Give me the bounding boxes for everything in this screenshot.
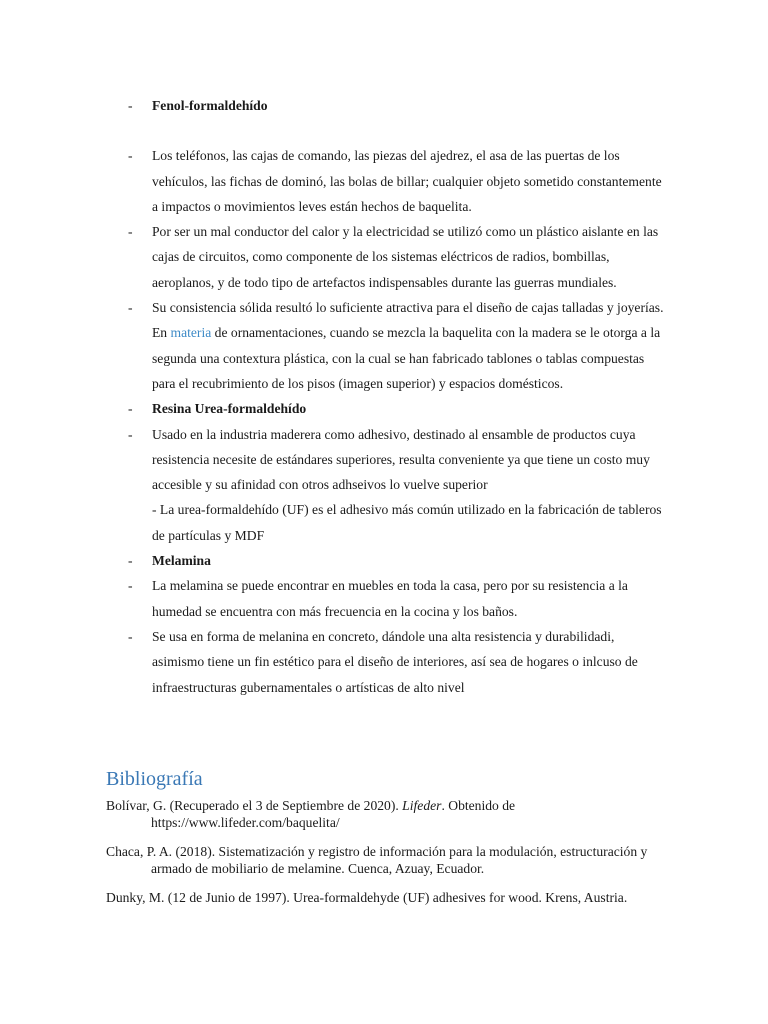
list-item	[0, 219, 768, 295]
reference-entry	[106, 797, 666, 831]
item-text: Su consistencia sólida resultó lo suficiente atractiva para el diseño de cajas talladas y joyerías. En	[152, 300, 664, 341]
urea-heading: Resina Urea-formaldehído	[152, 401, 307, 417]
ref-text: . Obtenido de https://www.lifeder.com/baquelita/	[151, 798, 516, 830]
list-item	[0, 624, 768, 700]
bullet-dash: -	[128, 628, 133, 644]
list-item	[0, 548, 768, 573]
bullet-dash: -	[128, 224, 133, 240]
materia-link[interactable]: materia	[170, 325, 212, 341]
list-item	[0, 93, 768, 118]
item-text: - La urea-formaldehído (UF) es el adhesivo más común utilizado en la fabricación de tableros de partículas y MDF	[152, 502, 662, 543]
item-text: Los teléfonos, las cajas de comando, las piezas del ajedrez, el asa de las puertas de los vehículos, las fichas de dominó, las bolas de billar; cualquier objeto sometido constantemente a impactos o movimientos leves están hechos de baquelita.	[152, 148, 662, 214]
item-text: de ornamentaciones, cuando se mezcla la baquelita con la madera se le otorga a la segunda una contextura plástica, con la cual se han fabricado tablones o tablas compuestas para el recubrimiento de los pisos (imagen superior) y espacios domésticos.	[152, 325, 661, 391]
list-item	[0, 295, 768, 396]
bullet-dash: -	[128, 98, 133, 113]
fenol-heading: Fenol-formaldehído	[152, 98, 268, 113]
ref-text: Bolívar, G. (Recuperado el 3 de Septiembre de 2020).	[106, 798, 403, 813]
reference-entry: Dunky, M. (12 de Junio de 1997). Urea-formaldehyde (UF) adhesives for wood. Krens, Austria.	[106, 890, 628, 905]
list-item	[0, 396, 768, 421]
list-item	[0, 143, 768, 219]
melamina-heading: Melamina	[152, 553, 211, 569]
item-text: Por ser un mal conductor del calor y la electricidad se utilizó como un plástico aislante en las cajas de circuitos, como componente de los sistemas eléctricos de radios, bombillas, aeroplanos, y de todo tipo de artefactos indispensables durante las guerras mundiales.	[152, 224, 659, 290]
ref-source-title: Lifeder	[402, 798, 442, 813]
reference-entry: Chaca, P. A. (2018). Sistematización y registro de información para la modulación, estructuración y armado de mobiliario de melamine. Cuenca, Azuay, Ecuador.	[106, 844, 648, 876]
item-text: La melamina se puede encontrar en muebles en toda la casa, pero por su resistencia a la humedad se encuentra con más frecuencia en la cocina y los baños.	[152, 578, 628, 619]
bullet-list	[0, 93, 768, 700]
spacer	[0, 118, 768, 143]
item-text: Se usa en forma de melanina en concreto, dándole una alta resistencia y durabilidadi, asimismo tiene un fin estético para el diseño de interiores, así sea de hogares o inlcuso de infraestructuras gubernamentales o artísticas de alto nivel	[152, 628, 638, 695]
bullet-dash: -	[128, 426, 133, 442]
list-item	[0, 422, 768, 548]
bullet-dash: -	[128, 578, 133, 594]
bibliography-heading: Bibliografía	[106, 768, 203, 790]
bullet-dash: -	[128, 553, 133, 569]
list-item	[0, 573, 768, 624]
item-text: Usado en la industria maderera como adhesivo, destinado al ensamble de productos cuya resistencia necesite de estándares superiores, resulta conveniente ya que tiene un costo muy accesible y su afinidad con otros adhseivos lo vuelve superior	[152, 426, 650, 493]
bullet-dash: -	[128, 401, 133, 417]
reference-list	[106, 797, 666, 918]
bullet-dash: -	[128, 148, 133, 164]
bullet-dash: -	[128, 300, 133, 316]
